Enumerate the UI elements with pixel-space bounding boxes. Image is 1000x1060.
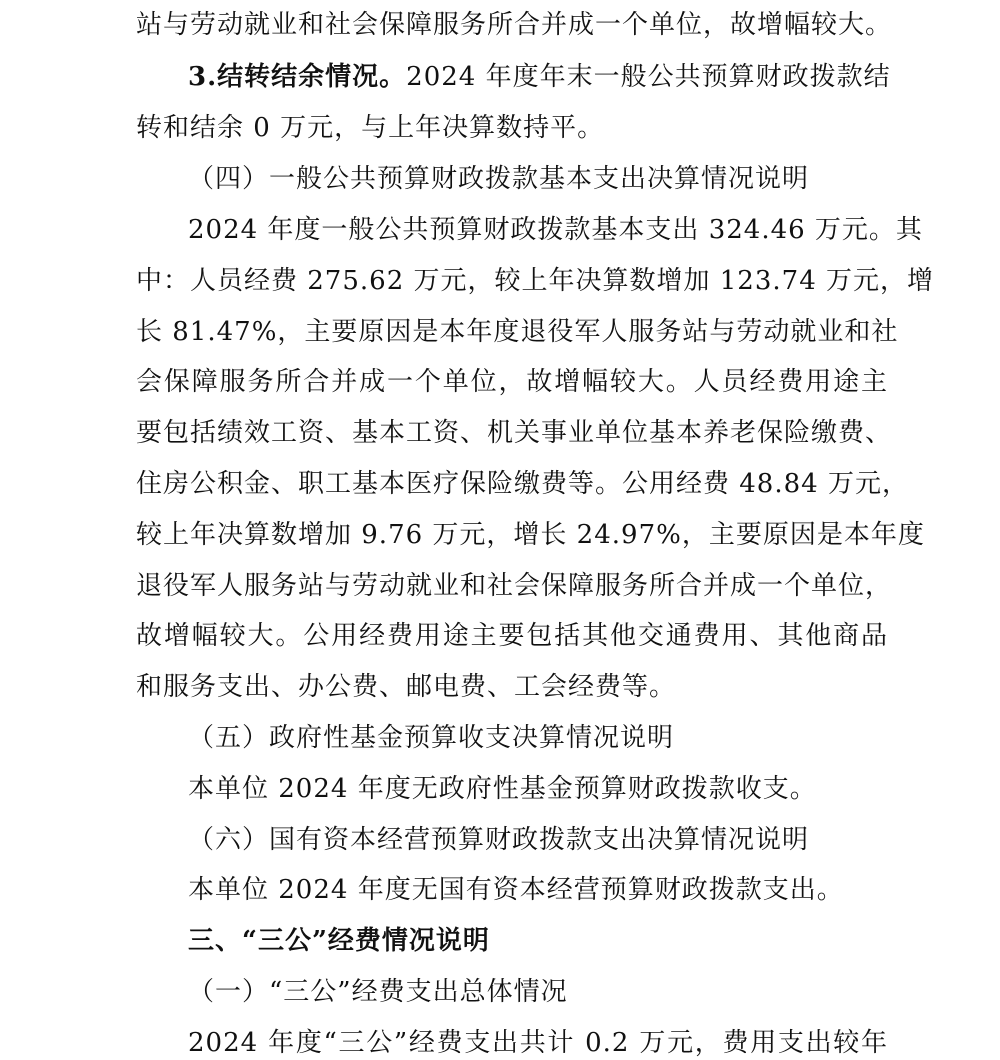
- paragraph-line: [188, 60, 891, 94]
- paragraph-line: 故增幅较大。公用经费用途主要包括其他交通费用、其他商品: [136, 621, 888, 651]
- paragraph-line: 本单位 2024 年度无国有资本经营预算财政拨款支出。: [188, 875, 844, 905]
- paragraph-line: 本单位 2024 年度无政府性基金预算财政拨款收支。: [188, 774, 817, 804]
- paragraph-line: 会保障服务所合并成一个单位，故增幅较大。人员经费用途主: [136, 367, 888, 397]
- paragraph-line: 住房公积金、职工基本医疗保险缴费等。公用经费 48.84 万元，: [136, 469, 909, 499]
- paragraph-line: 和服务支出、办公费、邮电费、工会经费等。: [136, 672, 677, 702]
- paragraph-line: 中：人员经费 275.62 万元，较上年决算数增加 123.74 万元，增: [136, 266, 935, 296]
- section-heading: （四）一般公共预算财政拨款基本支出决算情况说明: [188, 164, 810, 194]
- section-heading: （一）“三公”经费支出总体情况: [188, 977, 568, 1007]
- paragraph-line: 退役军人服务站与劳动就业和社会保障服务所合并成一个单位，: [136, 571, 893, 601]
- chapter-heading: 三、“三公”经费情况说明: [188, 926, 490, 956]
- subheading-inline: 3.结转结余情况。: [188, 62, 407, 92]
- paragraph-line: 长 81.47%，主要原因是本年度退役军人服务站与劳动就业和社: [136, 317, 899, 347]
- section-heading: （六）国有资本经营预算财政拨款支出决算情况说明: [188, 825, 810, 855]
- paragraph-line: 转和结余 0 万元，与上年决算数持平。: [136, 113, 605, 143]
- paragraph-line: 要包括绩效工资、基本工资、机关事业单位基本养老保险缴费、: [136, 418, 893, 448]
- section-heading: （五）政府性基金预算收支决算情况说明: [188, 723, 675, 753]
- paragraph-line: 2024 年度一般公共预算财政拨款基本支出 324.46 万元。其: [188, 215, 923, 245]
- paragraph-line: 2024 年度“三公”经费支出共计 0.2 万元，费用支出较年: [188, 1028, 888, 1058]
- paragraph-line: 站与劳动就业和社会保障服务所合并成一个单位，故增幅较大。: [136, 10, 893, 40]
- paragraph-text: 2024 年度年末一般公共预算财政拨款结: [406, 62, 891, 92]
- paragraph-line: 较上年决算数增加 9.76 万元，增长 24.97%，主要原因是本年度: [136, 520, 925, 550]
